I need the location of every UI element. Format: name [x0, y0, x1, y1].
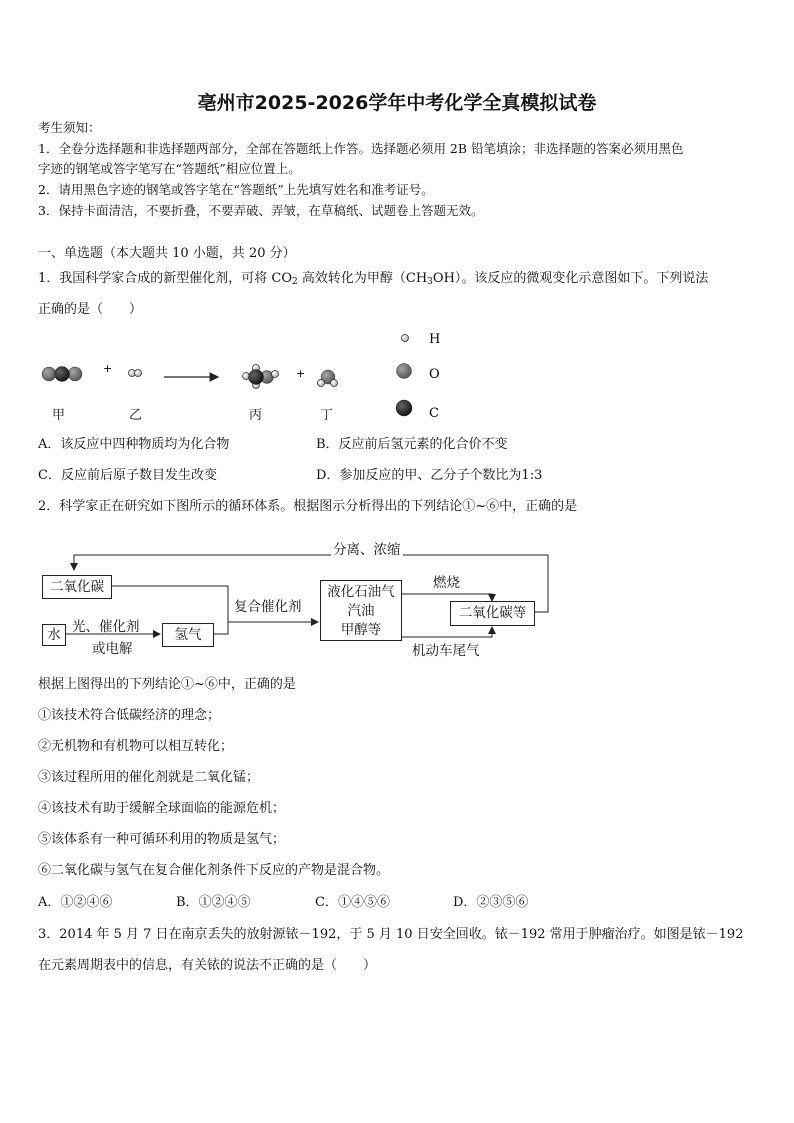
- q3-stem-line1: 3．2014 年 5 月 7 日在南京丢失的放射源铱－192，于 5 月 10 日安全回收。铱－192 常用于肿瘤治疗。如图是铱－192: [38, 927, 744, 942]
- box-products: [320, 580, 402, 641]
- q2-statement-5: ⑤该体系有一种可循环利用的物质是氢气；: [38, 832, 286, 847]
- q1-subscript-2: 2: [292, 277, 298, 287]
- q1-stem-part-a: 1．我国科学家合成的新型催化剂，可将 CO: [38, 271, 293, 286]
- q2-option-a[interactable]: A．①②④⑥: [38, 895, 113, 910]
- q2-option-b[interactable]: B．①②④⑤: [176, 895, 251, 910]
- q2-stem: 2．科学家正在研究如下图所示的循环体系。根据图示分析得出的下列结论①~⑥中，正确的是: [38, 499, 578, 514]
- molecule-yi-h2: [129, 370, 142, 377]
- q1-stem-part-b: 高效转化为甲醇（CH: [297, 271, 428, 286]
- box-water: 水: [42, 624, 66, 646]
- legend-label-o: O: [429, 367, 440, 382]
- molecule-jia-co2: [42, 367, 82, 382]
- legend-oxygen-atom: [397, 364, 412, 379]
- label-composite-catalyst: 复合催化剂: [234, 599, 302, 615]
- label-jia: 甲: [52, 408, 66, 423]
- q2-intro: 根据上图得出的下列结论①~⑥中，正确的是: [38, 677, 296, 692]
- label-light-catalyst: 光、催化剂: [72, 619, 140, 635]
- label-burning: 燃烧: [433, 575, 460, 591]
- q1-stem-part-c: OH）。该反应的微观变化示意图如下。下列说法: [432, 271, 709, 286]
- section-heading: 一、单选题（本大题共 10 小题，共 20 分）: [38, 246, 296, 261]
- q1-option-d[interactable]: D．参加反应的甲、乙分子个数比为1:3: [316, 468, 543, 483]
- q2-statement-6: ⑥二氧化碳与氢气在复合催化剂条件下反应的产物是混合物。: [38, 863, 390, 878]
- product-gasoline: 汽油: [347, 603, 375, 619]
- legend-carbon-atom: [396, 400, 412, 416]
- q2-option-c[interactable]: C．①④⑤⑥: [315, 895, 390, 910]
- label-yi: 乙: [129, 408, 143, 423]
- legend-hydrogen-atom: [402, 335, 409, 342]
- notice-line-1b: 字迹的钢笔或答字笔写在“答题纸”相应位置上。: [38, 161, 301, 176]
- q1-subscript-3: 3: [427, 277, 433, 287]
- plus-sign-1: +: [103, 362, 113, 375]
- product-methanol: 甲醇等: [340, 622, 382, 638]
- label-bing: 丙: [249, 408, 263, 423]
- plus-sign-2: +: [296, 367, 306, 380]
- label-or-electrolysis: 或电解: [92, 641, 133, 657]
- notice-heading: 考生须知：: [38, 120, 101, 135]
- notice-line-3: 3．保持卡面清洁，不要折叠，不要弄破、弄皱，在草稿纸、试题卷上答题无效。: [38, 203, 484, 218]
- notice-line-2: 2．请用黑色字迹的钢笔或答字笔在“答题纸”上先填写姓名和准考证号。: [38, 182, 434, 197]
- q2-statement-1: ①该技术符合低碳经济的理念；: [38, 708, 221, 723]
- q1-stem-line1: [38, 270, 708, 291]
- q2-option-d[interactable]: D．②③⑤⑥: [453, 895, 529, 910]
- molecule-bing-ch3oh: [243, 365, 279, 389]
- label-exhaust: 机动车尾气: [412, 643, 480, 659]
- atom-legend: [396, 332, 440, 421]
- box-co2-right: 二氧化碳等: [450, 601, 535, 626]
- q1-stem-line2: 正确的是（ ）: [38, 302, 143, 317]
- legend-label-h: H: [429, 332, 441, 347]
- notice-line-1a: 1．全卷分选择题和非选择题两部分，全部在答题纸上作答。选择题必须用 2B 铅笔填涂；非选择题的答案必须用黑色: [38, 141, 684, 156]
- label-ding: 丁: [320, 408, 334, 423]
- product-lpg: 液化石油气: [327, 584, 395, 600]
- q1-option-c[interactable]: C．反应前后原子数目发生改变: [38, 468, 217, 483]
- box-hydrogen: 氢气: [162, 623, 214, 647]
- page-title: 亳州市2025-2026学年中考化学全真模拟试卷: [197, 92, 597, 114]
- q2-statement-3: ③该过程所用的催化剂就是二氧化锰；: [38, 770, 260, 785]
- q2-statement-4: ④该技术有助于缓解全球面临的能源危机；: [38, 801, 286, 816]
- legend-label-c: C: [429, 406, 439, 421]
- q1-molecule-diagram: [0, 325, 794, 430]
- box-co2-left: 二氧化碳: [42, 575, 112, 599]
- label-separation: 分离、浓缩: [331, 538, 403, 558]
- q2-statement-2: ②无机物和有机物可以相互转化；: [38, 739, 234, 754]
- q1-option-a[interactable]: A．该反应中四种物质均为化合物: [38, 437, 230, 452]
- q3-stem-line2: 在元素周期表中的信息，有关铱的说法不正确的是（ ）: [38, 958, 377, 973]
- q1-option-b[interactable]: B．反应前后氢元素的化合价不变: [316, 437, 508, 452]
- molecule-ding-h2o: [318, 370, 338, 387]
